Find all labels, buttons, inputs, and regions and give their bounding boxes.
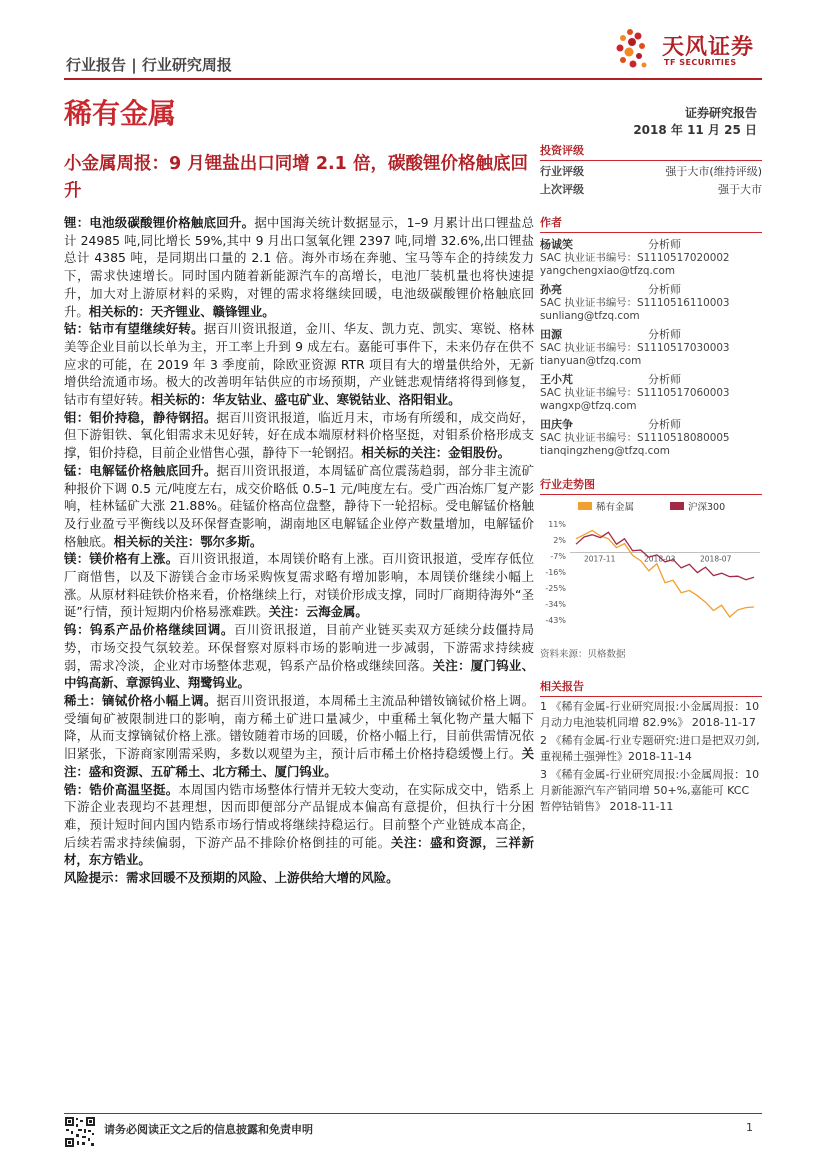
body-paragraph [64,409,534,462]
rating-row [540,163,762,181]
authors-heading: 作者 [540,214,762,233]
author-role: 分析师 [648,328,681,341]
author-name: 田庆争 [540,418,573,431]
author-name-row [540,416,762,432]
report-type: 证券研究报告 [684,106,757,120]
author-cert: SAC 执业证书编号：S1110516110003 [540,297,730,309]
legend-swatch [578,502,592,510]
paragraph-lead: 钴：钴市有望继续好转。 [64,321,204,337]
body-paragraph [64,214,534,320]
author-name-row [540,371,762,387]
chart-source: 资料来源：贝格数据 [540,649,626,660]
legend-swatch [670,502,684,510]
y-tick-label: 11% [548,520,566,529]
trend-chart-svg [540,496,762,646]
industry-trend-chart [540,496,762,646]
author-list [540,236,762,458]
x-tick-label: 2018-03 [644,554,676,564]
author-name: 孙亮 [540,283,562,296]
related-heading: 相关报告 [540,678,762,697]
author-role: 分析师 [648,373,681,386]
author-email[interactable]: sunliang@tfzq.com [540,310,640,322]
author-entry [540,371,762,413]
paragraph-related-stocks: 相关标的关注：金钼股份。 [361,445,511,461]
paragraph-lead: 风险提示：需求回暖不及预期的风险、上游供给大增的风险。 [64,870,399,886]
report-title: 小金属周报：9 月锂盐出口同增 2.1 倍，碳酸锂价格触底回升 [64,154,528,201]
authors-panel [540,214,762,458]
paragraph-text: 据百川资讯报道，临近月末，市场有所缓和，成交尚好，但下游钼铁、氧化钼需求未见好转，好在成本端原材料价格坚挺，对钼系价格形成支撑，钼价持稳，目前企业惜售心强，静待下一轮钢招。 [64,409,535,461]
author-entry [540,281,762,323]
report-date: 2018 年 11 月 25 日 [633,123,757,137]
author-name: 杨诚笑 [540,238,573,251]
author-email[interactable]: tianqingzheng@tfzq.com [540,445,670,457]
paragraph-text: 据中国海关统计数据显示，1–9 月累计出口锂盐总计 24985 吨,同比增长 59%,其中 9 月出口氢氧化锂 2397 吨,同增 32.6%,出口锂盐总计 4385 吨，是同期出口量的 2.1 倍。海外市场在奔驰、宝马等车企的持续发力下，需求快速增长。同时国内随着新能源汽车的高增长，电池厂装机量也将快速提升，加大对上游原材料的采购，对锂的需求将继续回暖，电池级碳酸锂价格触底回升。 [64,215,534,319]
rating-value: 强于大市(维持评级) [665,165,762,178]
body-paragraph [64,320,534,409]
paragraph-text: 据百川资讯报道，本周稀土主流品种镨钕镝铽价格上调。受缅甸矿被限制进口的影响，南方稀土矿进口量减少，中重稀土氧化物产量大幅下降，从而支撑镝铽价格上涨。镨钕随着市场的回暖，价格小幅上行，目前供需情况依旧紧张，下游商家刚需采购，多数以观望为主，预计后市稀土价格持稳缓慢上行。 [64,692,535,762]
legend-label: 沪深300 [688,502,726,513]
logo-chinese-text: 天风证券 [662,35,755,60]
y-tick-label: -16% [545,568,566,577]
body-paragraph [64,869,534,887]
author-name-row [540,236,762,252]
related-report-item[interactable]: 2 《稀有金属-行业专题研究:进口是把双刃剑,重视稀土强弹性》2018-11-14 [540,734,760,763]
author-role: 分析师 [648,283,681,296]
related-report-item[interactable]: 3 《稀有金属-行业研究周报:小金属周报：10 月新能源汽车产销同增 50+%,嘉能可 KCC 暂停钴销售》 2018-11-11 [540,768,760,813]
y-tick-label: -34% [545,600,566,609]
paragraph-related-stocks: 相关标的：天齐锂业、赣锋锂业。 [88,303,275,319]
rating-label: 行业评级 [540,165,584,178]
author-role: 分析师 [648,418,681,431]
paragraph-text: 据百川资讯报道，本周锰矿高位震荡趋弱，部分非主流矿种报价下调 0.5 元/吨度左右，成交价略低 0.5–1 元/吨度左右。受广西冶炼厂复产影响，桂林锰矿大涨 21.88%。硅锰价格高位盘整，静待下一轮招标。受电解锰价格触及行业盈亏平衡线以及环保督查影响，湖南地区电解锰企业停产数量增加，电解锰价格触底。 [64,462,535,549]
author-email[interactable]: tianyuan@tfzq.com [540,355,642,367]
header-divider [64,78,762,80]
body-paragraph [64,781,534,870]
paragraph-lead: 钼：钼价持稳，静待钢招。 [64,409,217,425]
author-cert: SAC 执业证书编号：S1110518080005 [540,432,730,444]
y-tick-label: -43% [545,616,566,625]
series-line-rare-metals [576,531,754,618]
paragraph-related-stocks: 相关标的关注：鄂尔多斯。 [113,533,263,549]
tf-logo-icon [612,26,658,72]
author-name-row [540,326,762,342]
paragraph-lead: 钨：钨系产品价格继续回调。 [64,622,234,638]
body-paragraph [64,692,534,781]
author-cert: SAC 执业证书编号：S1110517060003 [540,387,730,399]
related-report-item[interactable]: 1 《稀有金属-行业研究周报:小金属周报：10 月动力电池装机同增 82.9%》 2018-11-17 [540,700,760,729]
body-paragraph [64,462,534,551]
paragraph-lead: 稀土：镝铽价格小幅上调。 [64,692,217,708]
paragraph-text: 百川资讯报道，目前产业链买卖双方延续分歧僵持局势，市场交投气氛较差。环保督察对原料市场的影响进一步减弱，下游需求持续疲弱，需求冷淡，企业对市场整体悲观，钨系产品价格或继续回落。 [64,622,535,673]
paragraph-related-stocks: 关注：云海金属。 [268,604,368,620]
paragraph-lead: 锆：锆价高温坚挺。 [64,781,179,797]
paragraph-related-stocks: 关注：盛和资源，三祥新材，东方锆业。 [64,834,535,868]
author-name: 田源 [540,328,562,341]
author-entry [540,236,762,278]
paragraph-related-stocks: 关注：盛和资源、五矿稀土、北方稀土、厦门钨业。 [64,746,534,779]
author-cert: SAC 执业证书编号：S1110517030003 [540,342,730,354]
author-email[interactable]: yangchengxiao@tfzq.com [540,265,675,277]
paragraph-lead: 锂：电池级碳酸锂价格触底回升。 [64,215,255,230]
footer-divider [64,1113,762,1114]
main-body [64,214,534,887]
y-tick-label: -7% [550,552,566,561]
paragraph-text: 百川资讯报道，本周镁价略有上涨。百川资讯报道，受库存低位厂商惜售，以及下游镁合金市场采购恢复需求略有增加影响，本周镁价继续小幅上涨。从原材料硅铁价格来看，价格继续上行，对镁价形成支撑，同时厂商期待海外“圣诞”行情，预计短期内价格易涨难跌。 [64,551,535,620]
chart-heading: 行业走势图 [540,476,762,495]
rating-value: 强于大市 [718,183,762,196]
author-entry [540,326,762,368]
rating-row [540,181,762,199]
logo-english-text: TF SECURITIES [664,58,737,67]
author-entry [540,416,762,458]
paragraph-lead: 镁：镁价格有上涨。 [64,551,179,567]
author-name: 王小芃 [540,373,573,386]
author-name-row [540,281,762,297]
paragraph-related-stocks: 相关标的：华友钴业、盛屯矿业、寒锐钴业、洛阳钼业。 [150,392,461,408]
chart-heading-block [540,476,762,495]
footer-disclaimer: 请务必阅读正文之后的信息披露和免责申明 [104,1123,313,1136]
paragraph-text: 据百川资讯报道，金川、华友、凯力克、凯实、寒锐、格林美等企业目前以长单为主，开工率上升到 9 成左右。嘉能可事件下，未来仍存在供不应求的可能，在 2019 年 3 季度前，除欧亚资源 RTR 项目有大的增量供给外，无新增供给流通市场。极大的改善明年钴供应的市场预期，产业链悲观情绪将得到修复，钴市有望好转。 [64,321,535,408]
body-paragraph [64,550,534,621]
paragraph-lead: 锰：电解锰价格触底回升。 [64,462,217,478]
author-email[interactable]: wangxp@tfzq.com [540,400,637,412]
page-number: 1 [746,1121,753,1134]
company-logo [612,24,762,74]
body-paragraph [64,621,534,692]
author-cert: SAC 执业证书编号：S1110517020002 [540,252,730,264]
x-tick-label: 2018-07 [700,554,732,564]
rating-heading: 投资评级 [540,142,762,161]
rating-panel [540,142,762,199]
sector-title: 稀有金属 [64,97,177,130]
y-tick-label: -25% [545,584,566,593]
paragraph-text: 本周国内锆市场整体行情并无较大变动，在实际成交中，锆系上下游企业表现均不甚理想，因而即便部分产品锟成本偏高有意提价，但执行十分困难，预计短时间内国内锆系市场行情或将继续持稳运行。目前整个产业链成本高企，后续若需求持续偏弱，下游产品不排除价格倒挂的可能。 [64,781,535,850]
author-role: 分析师 [648,238,681,251]
paragraph-related-stocks: 关注：厦门钨业、中钨高新、章源钨业、翔鹭钨业。 [64,657,535,691]
legend-label: 稀有金属 [596,502,635,513]
x-tick-label: 2017-11 [584,554,616,564]
qr-code-icon [64,1116,96,1148]
report-category: 行业报告 | 行业研究周报 [66,56,232,74]
rating-label: 上次评级 [540,183,584,196]
related-reports [540,678,762,815]
y-tick-label: 2% [553,536,566,545]
